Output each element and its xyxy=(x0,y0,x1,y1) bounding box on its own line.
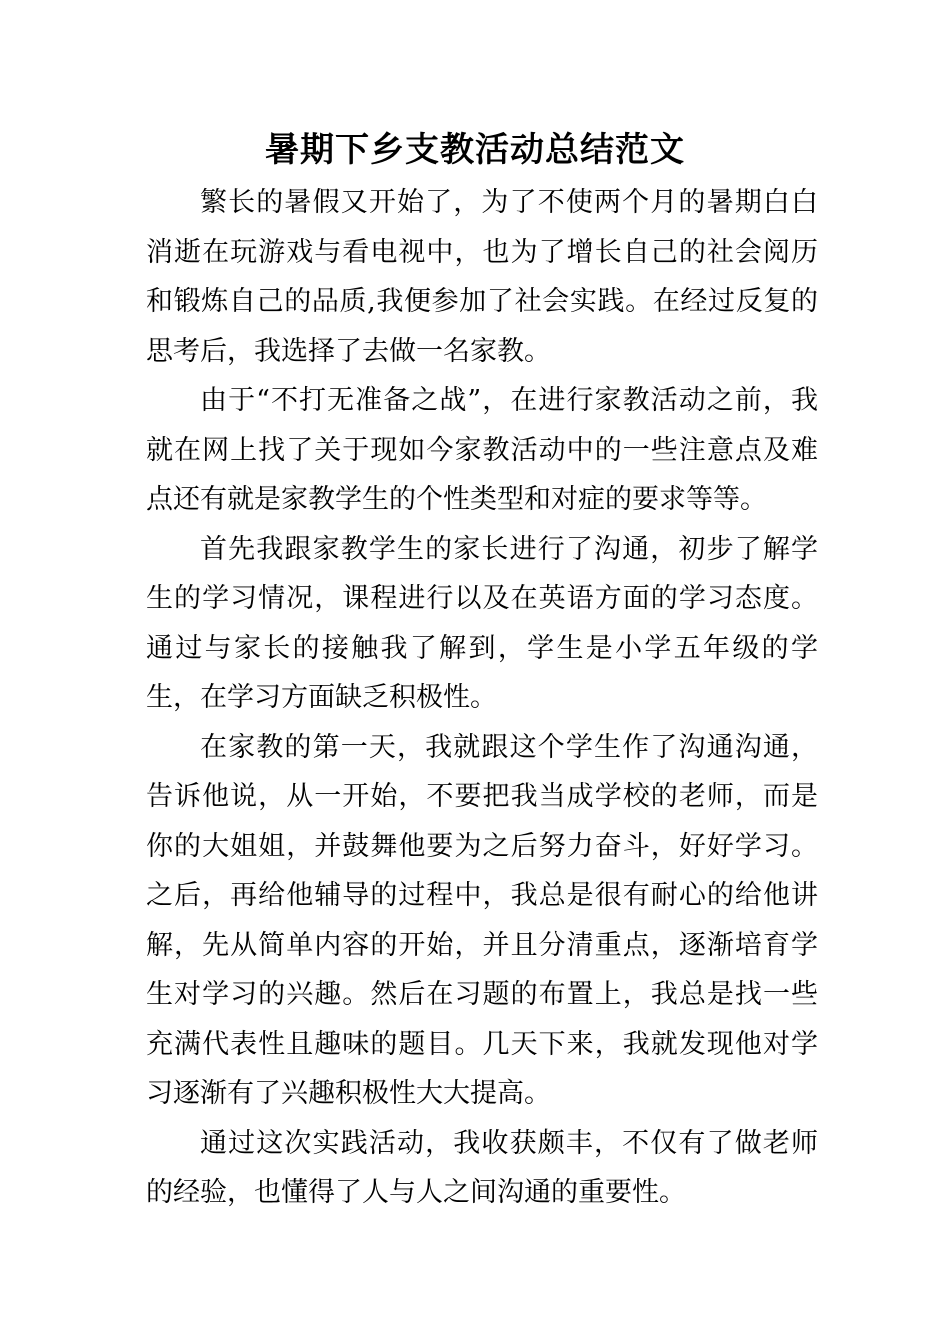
paragraph-1: 繁长的暑假又开始了，为了不使两个月的暑期白白消逝在玩游戏与看电视中，也为了增长自己的社会阅历和锻炼自己的品质,我便参加了社会实践。在经过反复的思考后，我选择了去做一名家教。 xyxy=(146,187,818,367)
paragraph-3: 首先我跟家教学生的家长进行了沟通，初步了解学生的学习情况，课程进行以及在英语方面的学习态度。通过与家长的接触我了解到，学生是小学五年级的学生，在学习方面缺乏积极性。 xyxy=(146,533,818,713)
paragraph-2: 由于“不打无准备之战”，在进行家教活动之前，我就在网上找了关于现如今家教活动中的一些注意点及难点还有就是家教学生的个性类型和对症的要求等等。 xyxy=(146,385,818,515)
document-body xyxy=(146,178,818,1218)
paragraph-5: 通过这次实践活动，我收获颇丰，不仅有了做老师的经验，也懂得了人与人之间沟通的重要性。 xyxy=(146,1127,818,1208)
document-title: 暑期下乡支教活动总结范文 xyxy=(265,130,685,170)
paragraph-4: 在家教的第一天，我就跟这个学生作了沟通沟通，告诉他说，从一开始，不要把我当成学校的老师，而是你的大姐姐，并鼓舞他要为之后努力奋斗，好好学习。之后，再给他辅导的过程中，我总是很有耐心的给他讲解，先从简单内容的开始，并且分清重点，逐渐培育学生对学习的兴趣。然后在习题的布置上，我总是找一些充满代表性且趣味的题目。几天下来，我就发现他对学习逐渐有了兴趣积极性大大提高。 xyxy=(146,731,818,1109)
